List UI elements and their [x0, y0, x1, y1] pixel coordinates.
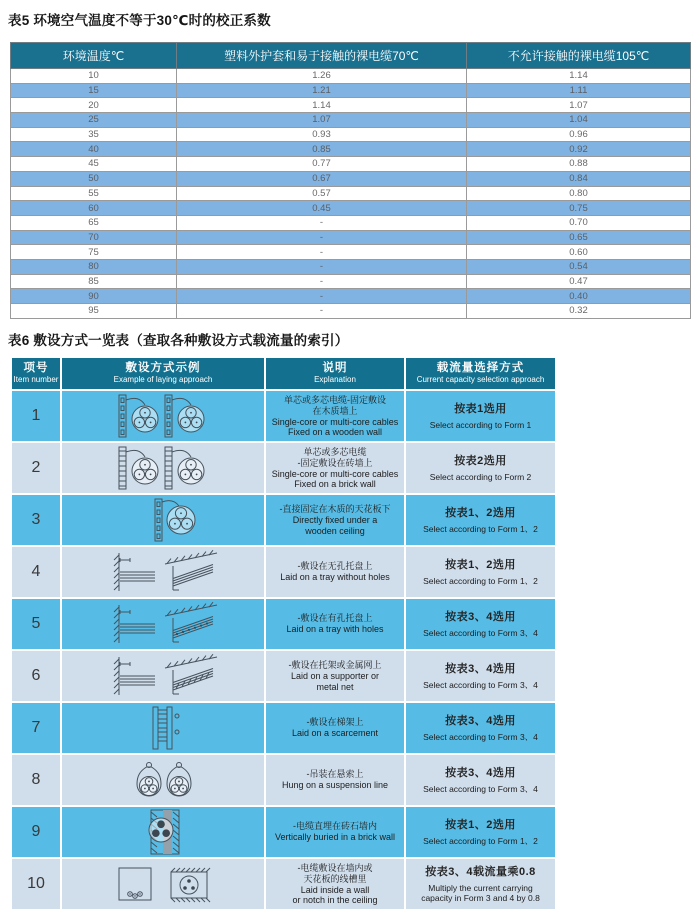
coefficient-cell: 1.07 — [467, 98, 691, 113]
table5-column-header: 塑料外护套和易于接触的裸电缆70℃ — [177, 43, 467, 69]
explanation-line-en: Single-core or multi-core cables — [271, 416, 399, 427]
coefficient-cell: - — [177, 215, 467, 230]
table5-row — [11, 230, 691, 245]
temperature-cell: 70 — [11, 230, 177, 245]
item-number-cell: 9 — [12, 807, 60, 857]
coefficient-cell: - — [177, 230, 467, 245]
explanation-cell — [266, 703, 404, 753]
explanation-line-en: wooden ceiling — [305, 525, 365, 536]
selection-line-en: Multiply the current carrying — [428, 882, 533, 893]
header-label-zh: 说明 — [322, 362, 348, 374]
explanation-line-en: Laid on a scarcement — [291, 728, 379, 739]
selection-line-zh: 按表3、4选用 — [445, 766, 516, 779]
item-number-cell: 3 — [12, 495, 60, 545]
table5-row — [11, 304, 691, 319]
table6-row — [12, 547, 555, 597]
table5-row — [11, 201, 691, 216]
wooden-wall-cables-icon — [98, 392, 228, 440]
coefficient-cell: - — [177, 259, 467, 274]
explanation-cell — [266, 391, 404, 441]
table6-row — [12, 703, 555, 753]
table5-row — [11, 245, 691, 260]
table5-row — [11, 157, 691, 172]
selection-line-en: Select according to Form 1、2 — [423, 523, 538, 534]
table6-row — [12, 391, 555, 441]
header-label-en: Item number — [13, 375, 59, 384]
buried-brick-wall-icon — [98, 808, 228, 856]
selection-cell — [406, 443, 555, 493]
coefficient-cell: 0.47 — [467, 274, 691, 289]
explanation-line-en: metal net — [316, 681, 354, 692]
table6-row — [12, 859, 555, 909]
table6-header-row — [12, 358, 555, 389]
temperature-cell: 25 — [11, 113, 177, 128]
explanation-line-zh: 单芯或多芯电缆 — [303, 446, 367, 457]
coefficient-cell: - — [177, 289, 467, 304]
table5-row — [11, 215, 691, 230]
table6-row — [12, 443, 555, 493]
coefficient-cell: 0.77 — [177, 157, 467, 172]
selection-line-en: Select according to Form 3、4 — [423, 783, 538, 794]
temperature-cell: 50 — [11, 171, 177, 186]
selection-line-en: Select according to Form 3、4 — [423, 731, 538, 742]
explanation-line-en: Fixed on a brick wall — [294, 479, 376, 489]
coefficient-cell: 0.85 — [177, 142, 467, 157]
explanation-line-zh: -敷设在梯架上 — [306, 717, 364, 728]
table6-column-header — [62, 358, 264, 389]
selection-line-zh: 按表3、4选用 — [445, 610, 516, 623]
coefficient-cell: 0.60 — [467, 245, 691, 260]
table5-row — [11, 171, 691, 186]
table5-title: 表5 环境空气温度不等于30℃时的校正系数 — [8, 13, 271, 28]
table5-header-row — [11, 43, 691, 69]
coefficient-cell: 1.07 — [177, 113, 467, 128]
explanation-line-en: Laid on a supporter or — [290, 671, 380, 681]
selection-cell — [406, 599, 555, 649]
table5-row — [11, 98, 691, 113]
item-number-cell: 7 — [12, 703, 60, 753]
laying-example-cell — [62, 755, 264, 805]
item-number-cell: 2 — [12, 443, 60, 493]
explanation-line-zh: 单芯或多芯电缆-固定敷设 — [284, 394, 386, 405]
item-number-cell: 1 — [12, 391, 60, 441]
laying-example-cell — [62, 859, 264, 909]
table6-row — [12, 651, 555, 701]
laying-example-cell — [62, 391, 264, 441]
coefficient-cell: 0.80 — [467, 186, 691, 201]
header-label-zh: 项号 — [23, 362, 49, 374]
selection-line-zh: 按表3、4选用 — [445, 662, 516, 675]
table5-row — [11, 69, 691, 84]
explanation-line-en: Laid on a tray without holes — [280, 572, 390, 583]
table6-column-header — [266, 358, 404, 389]
table6-row — [12, 807, 555, 857]
explanation-line-en: Directly fixed under a — [292, 515, 378, 525]
table6-title: 表6 敷设方式一览表（查取各种敷设方式载流量的索引） — [8, 333, 349, 348]
explanation-line-en: or notch in the ceiling — [292, 895, 378, 905]
wall-notch-icon — [98, 860, 228, 908]
coefficient-cell: 0.75 — [467, 201, 691, 216]
table6-row — [12, 495, 555, 545]
coefficient-cell: 0.54 — [467, 259, 691, 274]
laying-example-cell — [62, 807, 264, 857]
coefficient-cell: 0.40 — [467, 289, 691, 304]
coefficient-cell: 0.57 — [177, 186, 467, 201]
table5-column-header: 环境温度℃ — [11, 43, 177, 69]
coefficient-cell: 1.14 — [467, 69, 691, 84]
item-number-cell: 4 — [12, 547, 60, 597]
header-label-en: Example of laying approach — [113, 375, 213, 384]
explanation-line-en: Hung on a suspension line — [281, 780, 389, 791]
temperature-cell: 45 — [11, 157, 177, 172]
explanation-line-zh: 在木质墙上 — [312, 405, 358, 416]
selection-cell — [406, 651, 555, 701]
explanation-cell — [266, 495, 404, 545]
temperature-cell: 40 — [11, 142, 177, 157]
item-number-cell: 10 — [12, 859, 60, 909]
supporter-metal-net-icon — [98, 652, 228, 700]
coefficient-cell: 0.96 — [467, 127, 691, 142]
selection-cell — [406, 391, 555, 441]
selection-cell — [406, 859, 555, 909]
header-label-zh: 载流量选择方式 — [436, 362, 525, 374]
explanation-line-zh: -电缆直埋在砖石墙内 — [293, 821, 377, 832]
temperature-cell: 60 — [11, 201, 177, 216]
coefficient-cell: 0.32 — [467, 304, 691, 319]
selection-line-en: Select according to Form 3、4 — [423, 679, 538, 690]
coefficient-cell: 0.88 — [467, 157, 691, 172]
temperature-cell: 15 — [11, 83, 177, 98]
selection-line-zh: 按表1、2选用 — [445, 558, 516, 571]
coefficient-cell: 0.70 — [467, 215, 691, 230]
selection-line-zh: 按表2选用 — [454, 454, 507, 467]
selection-line-en: Select according to Form 1 — [429, 419, 532, 430]
selection-line-zh: 按表3、4选用 — [445, 714, 516, 727]
coefficient-cell: 1.11 — [467, 83, 691, 98]
explanation-line-zh: -敷设在托架或金属网上 — [288, 660, 382, 670]
coefficient-cell: - — [177, 274, 467, 289]
table5-row — [11, 274, 691, 289]
table5-row — [11, 127, 691, 142]
explanation-cell — [266, 443, 404, 493]
coefficient-cell: 0.84 — [467, 171, 691, 186]
header-label-zh: 敷设方式示例 — [125, 362, 201, 374]
laying-example-cell — [62, 651, 264, 701]
explanation-line-zh: -吊装在悬索上 — [306, 769, 364, 780]
selection-cell — [406, 495, 555, 545]
table5-row — [11, 142, 691, 157]
item-number-cell: 6 — [12, 651, 60, 701]
selection-line-en: Select according to Form 2 — [429, 471, 532, 482]
explanation-line-en: Fixed on a wooden wall — [287, 427, 383, 437]
selection-line-en: Select according to Form 3、4 — [423, 627, 538, 638]
coefficient-cell: 0.92 — [467, 142, 691, 157]
selection-line-zh: 按表3、4载流量乘0.8 — [425, 865, 536, 878]
explanation-line-zh: -敷设在有孔托盘上 — [297, 613, 373, 624]
laying-example-cell — [62, 443, 264, 493]
table5-row — [11, 83, 691, 98]
explanation-cell — [266, 859, 404, 909]
explanation-line-zh: -固定敷设在砖墙上 — [297, 457, 373, 468]
selection-line-zh: 按表1选用 — [454, 402, 507, 415]
table6-row — [12, 599, 555, 649]
item-number-cell: 8 — [12, 755, 60, 805]
coefficient-cell: 0.65 — [467, 230, 691, 245]
table6-row — [12, 755, 555, 805]
explanation-line-zh: -敷设在无孔托盘上 — [297, 561, 373, 572]
table5-row — [11, 186, 691, 201]
temperature-cell: 75 — [11, 245, 177, 260]
selection-cell — [406, 807, 555, 857]
explanation-cell — [266, 755, 404, 805]
selection-line-en: Select according to Form 1、2 — [423, 575, 538, 586]
explanation-line-zh: 天花板的线槽里 — [303, 873, 367, 884]
table5-row — [11, 113, 691, 128]
temperature-cell: 80 — [11, 259, 177, 274]
coefficient-cell: - — [177, 304, 467, 319]
coefficient-cell: 1.21 — [177, 83, 467, 98]
table5-row — [11, 259, 691, 274]
selection-line-zh: 按表1、2选用 — [445, 506, 516, 519]
explanation-line-en: Laid on a tray with holes — [286, 624, 384, 635]
explanation-cell — [266, 547, 404, 597]
coefficient-cell: - — [177, 245, 467, 260]
coefficient-cell: 0.93 — [177, 127, 467, 142]
coefficient-cell: 1.26 — [177, 69, 467, 84]
selection-line-en: Select according to Form 1、2 — [423, 835, 538, 846]
explanation-line-zh: -直接固定在木质的天花板下 — [279, 504, 391, 514]
coefficient-cell: 0.45 — [177, 201, 467, 216]
temperature-cell: 90 — [11, 289, 177, 304]
explanation-cell — [266, 807, 404, 857]
ladder-rack-icon — [98, 704, 228, 752]
header-label-en: Current capacity selection approach — [416, 375, 545, 384]
table5-column-header: 不允许接触的裸电缆105℃ — [467, 43, 691, 69]
table6-column-header — [12, 358, 60, 389]
explanation-cell — [266, 651, 404, 701]
tray-without-holes-icon — [98, 548, 228, 596]
selection-cell — [406, 703, 555, 753]
temperature-cell: 10 — [11, 69, 177, 84]
temperature-cell: 20 — [11, 98, 177, 113]
tray-with-holes-icon — [98, 600, 228, 648]
coefficient-cell: 1.14 — [177, 98, 467, 113]
selection-cell — [406, 755, 555, 805]
table6-column-header — [406, 358, 555, 389]
explanation-line-en: Laid inside a wall — [300, 884, 370, 895]
laying-example-cell — [62, 547, 264, 597]
temperature-cell: 85 — [11, 274, 177, 289]
suspension-line-cables-icon — [98, 756, 228, 804]
explanation-line-zh: -电缆敷设在墙内或 — [297, 862, 373, 873]
brick-wall-cables-icon — [98, 444, 228, 492]
header-label-en: Explanation — [314, 375, 356, 384]
laying-example-cell — [62, 703, 264, 753]
table5-row — [11, 289, 691, 304]
explanation-cell — [266, 599, 404, 649]
selection-line-zh: 按表1、2选用 — [445, 818, 516, 831]
temperature-cell: 35 — [11, 127, 177, 142]
explanation-line-en: Vertically buried in a brick wall — [274, 832, 396, 843]
laying-example-cell — [62, 599, 264, 649]
temperature-cell: 55 — [11, 186, 177, 201]
temperature-correction-table — [10, 42, 691, 319]
laying-example-cell — [62, 495, 264, 545]
wooden-ceiling-cable-icon — [98, 496, 228, 544]
item-number-cell: 5 — [12, 599, 60, 649]
laying-method-table — [10, 356, 557, 911]
explanation-line-en: Single-core or multi-core cables — [271, 468, 399, 479]
coefficient-cell: 1.04 — [467, 113, 691, 128]
selection-cell — [406, 547, 555, 597]
selection-line-en: capacity in Form 3 and 4 by 0.8 — [421, 892, 540, 903]
coefficient-cell: 0.67 — [177, 171, 467, 186]
temperature-cell: 95 — [11, 304, 177, 319]
temperature-cell: 65 — [11, 215, 177, 230]
